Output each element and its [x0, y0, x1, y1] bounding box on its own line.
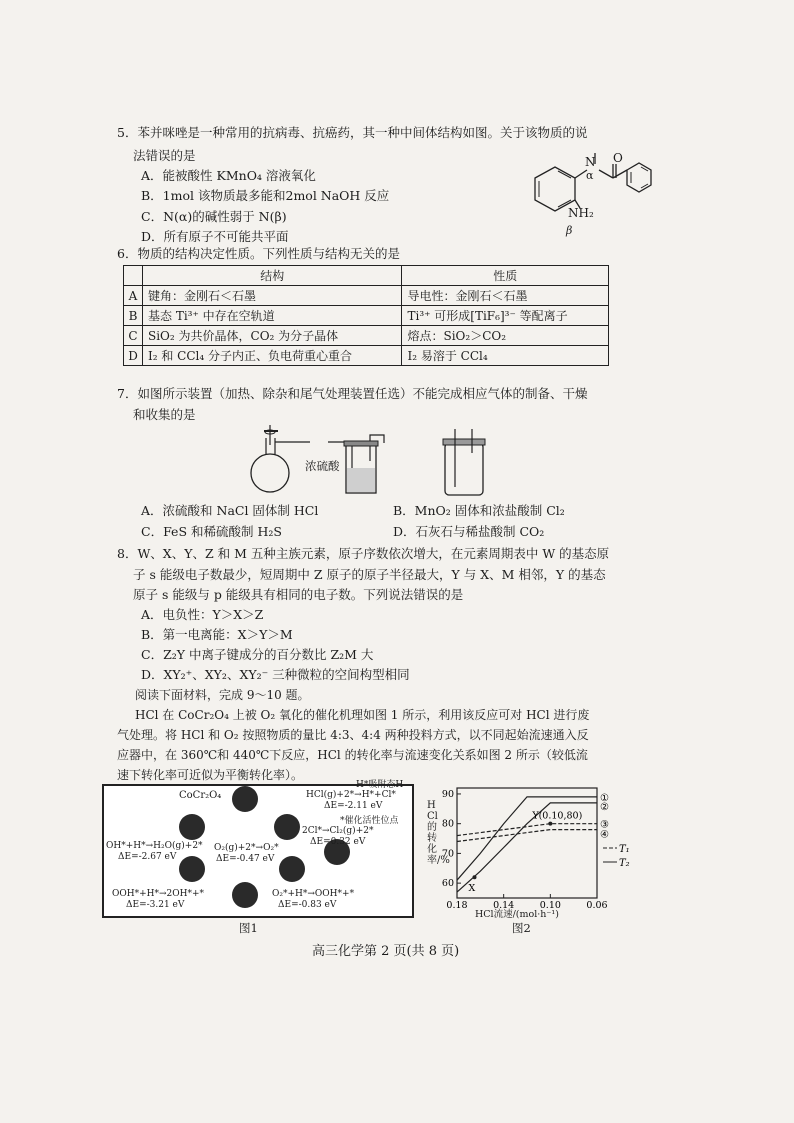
fig2-series-label: ④ — [600, 829, 609, 841]
q6-row-property: Ti³⁺ 可形成[TiF₆]³⁻ 等配离子 — [402, 306, 609, 326]
fig2-x-tick-label: 0.06 — [586, 900, 608, 911]
q6-stem: 6．物质的结构决定性质。下列性质与结构无关的是 — [117, 246, 400, 261]
q6-table-row — [124, 346, 609, 366]
q6-row-structure: I₂ 和 CCl₄ 分子内正、负电荷重心重合 — [143, 346, 402, 366]
fig2-y-tick-label: 80 — [441, 818, 454, 830]
fig2-legend-t2: T₂ — [619, 858, 630, 869]
figure-1-mechanism — [102, 780, 414, 918]
fig1-catalyst: CoCr₂O₄ — [179, 790, 222, 801]
reading-para-4: 速下转化率可近似为平衡转化率）。 — [117, 768, 304, 782]
fig2-x-tick-label: 0.18 — [446, 900, 468, 911]
figure-1-caption: 图1 — [239, 921, 258, 935]
q5-option-a: A．能被酸性 KMnO₄ 溶液氧化 — [141, 168, 316, 183]
fig1-legend-h: H*吸附态H — [356, 780, 404, 790]
fig1-catalyst-sphere — [179, 814, 205, 840]
fig1-catalyst-sphere — [232, 786, 258, 812]
q7-option-a: A．浓硫酸和 NaCl 固体制 HCl — [141, 503, 319, 518]
q5-mol-nh2-label: NH₂ — [568, 206, 594, 220]
fig2-series-label: ① — [600, 792, 609, 804]
fig1-energy6: ΔE=-0.83 eV — [278, 900, 337, 910]
fig1-energy5: ΔE=-3.21 eV — [126, 900, 185, 910]
fig1-step1: HCl(g)+2*→H*+Cl* — [306, 790, 396, 800]
fig1-step3: OH*+H*→H₂O(g)+2* — [106, 841, 203, 851]
fig2-series-label: ② — [600, 801, 609, 813]
fig2-series-line — [457, 830, 597, 842]
q6-table-row — [124, 286, 609, 306]
fig1-energy4: ΔE=-0.47 eV — [216, 854, 275, 864]
q6-row-key: B — [124, 306, 143, 326]
fig2-x-axis-label: HCl流速/(mol·h⁻¹) — [475, 909, 559, 920]
q8-option-c: C．Z₂Y 中离子键成分的百分数比 Z₂M 大 — [141, 647, 374, 662]
q8-stem-1: 8．W、X、Y、Z 和 M 五种主族元素，原子序数依次增大，在元素周期表中 W 的基态原 — [117, 546, 610, 561]
q6-table — [123, 265, 609, 366]
q8-option-a: A．电负性：Y＞X＞Z — [141, 607, 264, 622]
fig2-point-marker — [473, 875, 477, 879]
q5-stem-1: 5．苯并咪唑是一种常用的抗病毒、抗癌药，其一种中间体结构如图。关于该物质的说 — [117, 125, 588, 140]
q7-acid-label: 浓硫酸 — [305, 459, 340, 473]
q6-row-structure: 键角：金刚石＜石墨 — [143, 286, 402, 306]
q5-option-b: B．1mol 该物质最多能和2mol NaOH 反应 — [141, 188, 390, 203]
fig1-step6: O₂*+H*→OOH*+* — [272, 889, 355, 899]
reading-para-3: 应器中，在 360℃和 440℃下反应，HCl 的转化率与流速变化关系如图 2 所示（较低流 — [117, 748, 588, 762]
q6-header-structure: 结构 — [143, 266, 402, 286]
fig2-point-marker — [548, 822, 552, 826]
q5-mol-n-label: N — [585, 155, 596, 169]
figure-2-chart — [425, 780, 635, 920]
fig1-energy2: ΔE=0.32 eV — [310, 837, 366, 847]
q6-table-row — [124, 326, 609, 346]
fig2-series-label: ③ — [600, 819, 609, 831]
q6-header-blank — [124, 266, 143, 286]
q5-option-c: C．N(α)的碱性弱于 N(β) — [141, 209, 287, 224]
fig1-energy1: ΔE=-2.11 eV — [324, 801, 383, 811]
q5-mol-o-label: O — [613, 151, 623, 165]
q5-option-d: D．所有原子不可能共平面 — [141, 229, 289, 244]
fig1-catalyst-sphere — [274, 814, 300, 840]
q6-header-property: 性质 — [402, 266, 609, 286]
fig1-energy3: ΔE=-2.67 eV — [118, 852, 177, 862]
figure-2-caption: 图2 — [512, 921, 531, 935]
q7-option-d: D．石灰石与稀盐酸制 CO₂ — [393, 524, 545, 539]
fig2-x-tick-label: 0.14 — [493, 900, 515, 911]
q7-stem-2: 和收集的是 — [133, 407, 196, 422]
page-footer: 高三化学第 2 页(共 8 页) — [312, 944, 460, 959]
fig2-y-tick-label: 90 — [441, 788, 454, 800]
q7-stem-1: 7．如图所示装置（加热、除杂和尾气处理装置任选）不能完成相应气体的制备、干燥 — [117, 386, 588, 401]
fig2-plot-frame — [457, 788, 597, 898]
fig2-point-label: X — [468, 883, 476, 895]
q7-apparatus-diagram — [248, 423, 498, 498]
fig1-catalyst-sphere — [279, 856, 305, 882]
reading-para-1: HCl 在 CoCr₂O₄ 上被 O₂ 氧化的催化机理如图 1 所示，利用该反应可对 HCl 进行废 — [135, 708, 590, 722]
fig2-y-axis-label: HCl的转化率/% — [427, 800, 450, 866]
fig1-step2: 2Cl*→Cl₂(g)+2* — [302, 826, 374, 836]
q6-row-property: 导电性：金刚石＜石墨 — [402, 286, 609, 306]
q6-row-structure: SiO₂ 为共价晶体，CO₂ 为分子晶体 — [143, 326, 402, 346]
q7-option-c: C．FeS 和稀硫酸制 H₂S — [141, 524, 282, 539]
fig2-y-tick-label: 70 — [441, 848, 454, 860]
fig2-point-label: Y(0.10,80) — [532, 810, 583, 822]
fig2-y-tick-label: 60 — [441, 878, 454, 890]
q5-mol-beta-label: β — [566, 224, 573, 237]
q8-stem-2: 子 s 能级电子数最少，短周期中 Z 原子的原子半径最大，Y 与 X、M 相邻，Y 的基态 — [133, 567, 606, 582]
q6-row-key: D — [124, 346, 143, 366]
fig2-series-line — [457, 824, 597, 836]
fig1-step4: O₂(g)+2*→O₂* — [214, 843, 279, 853]
q6-table-row — [124, 306, 609, 326]
fig2-chart-svg — [425, 780, 635, 920]
q7-option-b: B．MnO₂ 固体和浓盐酸制 Cl₂ — [393, 503, 565, 518]
q8-option-d: D．XY₂⁺、XY₂、XY₂⁻ 三种微粒的空间构型相同 — [141, 667, 410, 682]
q6-row-property: 熔点：SiO₂＞CO₂ — [402, 326, 609, 346]
q8-option-b: B．第一电离能：X＞Y＞M — [141, 627, 293, 642]
fig1-catalyst-sphere — [232, 882, 258, 908]
fig1-step5: OOH*+H*→2OH*+* — [112, 889, 205, 899]
q8-stem-3: 原子 s 能级与 p 能级具有相同的电子数。下列说法错误的是 — [133, 587, 464, 602]
q6-table-header-row — [124, 266, 609, 286]
q5-mol-alpha-label: α — [586, 169, 594, 182]
fig2-x-tick-label: 0.10 — [539, 900, 561, 911]
q6-row-property: I₂ 易溶于 CCl₄ — [402, 346, 609, 366]
q6-row-structure: 基态 Ti³⁺ 中存在空轨道 — [143, 306, 402, 326]
reading-intro: 阅读下面材料，完成 9～10 题。 — [135, 688, 310, 702]
q5-stem-2: 法错误的是 — [133, 148, 196, 163]
q6-row-key: C — [124, 326, 143, 346]
reading-para-2: 气处理。将 HCl 和 O₂ 按照物质的量比 4:3、4:4 两种投料方式，以不同起始流速通入反 — [117, 728, 589, 742]
fig2-legend-t1: T₁ — [619, 844, 630, 855]
fig1-legend-site: *催化活性位点 — [340, 816, 399, 826]
q6-row-key: A — [124, 286, 143, 306]
fig1-catalyst-sphere — [179, 856, 205, 882]
